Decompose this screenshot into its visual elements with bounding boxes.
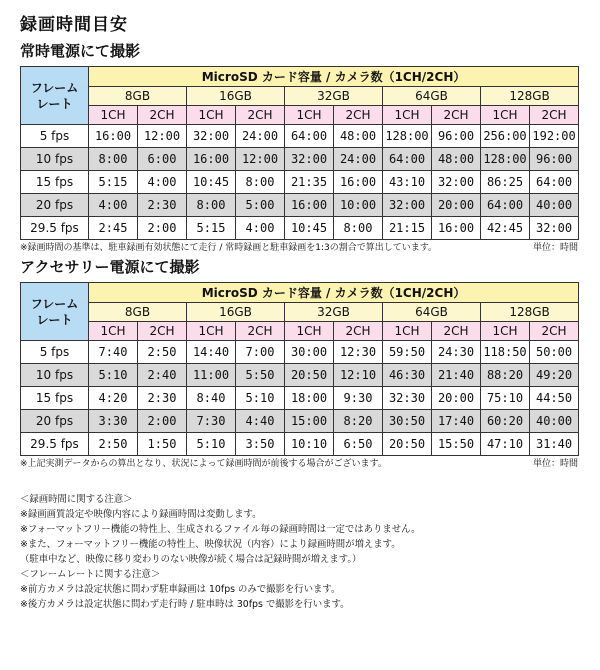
channel-header: 2CH <box>138 106 187 125</box>
time-cell: 24:30 <box>432 341 481 364</box>
time-cell: 7:00 <box>236 341 285 364</box>
time-cell: 2:50 <box>89 433 138 456</box>
time-cell: 5:15 <box>187 217 236 240</box>
time-cell: 12:30 <box>334 341 383 364</box>
time-cell: 5:50 <box>236 364 285 387</box>
time-cell: 42:45 <box>481 217 530 240</box>
channel-header: 2CH <box>432 322 481 341</box>
time-cell: 12:00 <box>138 125 187 148</box>
table-row <box>21 410 579 433</box>
channel-header: 2CH <box>236 106 285 125</box>
time-cell: 10:00 <box>334 194 383 217</box>
time-cell: 47:10 <box>481 433 530 456</box>
fps-cell: 15 fps <box>21 171 89 194</box>
frame-rate-header: フレーム レート <box>21 283 89 341</box>
time-cell: 49:20 <box>530 364 579 387</box>
unit-label: 単位：時間 <box>532 459 578 469</box>
time-cell: 8:00 <box>236 171 285 194</box>
time-cell: 2:00 <box>138 217 187 240</box>
time-cell: 32:00 <box>432 171 481 194</box>
size-header: 128GB <box>481 303 579 322</box>
note-line: ※また、フォーマットフリー機能の特性上、映像状況（内容）により録画時間が増えます。 <box>20 539 401 550</box>
fps-cell: 5 fps <box>21 125 89 148</box>
time-cell: 2:30 <box>138 387 187 410</box>
table-note-row <box>20 456 578 472</box>
header-row <box>21 67 579 87</box>
time-cell: 64:00 <box>383 148 432 171</box>
table-row <box>21 148 579 171</box>
time-cell: 30:00 <box>285 341 334 364</box>
time-cell: 20:00 <box>432 194 481 217</box>
size-header: 16GB <box>187 303 285 322</box>
time-cell: 12:00 <box>236 148 285 171</box>
size-row <box>21 303 579 322</box>
time-cell: 15:00 <box>285 410 334 433</box>
time-cell: 6:00 <box>138 148 187 171</box>
table-row <box>21 364 579 387</box>
time-cell: 21:35 <box>285 171 334 194</box>
table-row <box>21 387 579 410</box>
time-cell: 88:20 <box>481 364 530 387</box>
time-cell: 4:20 <box>89 387 138 410</box>
time-cell: 7:40 <box>89 341 138 364</box>
time-cell: 192:00 <box>530 125 579 148</box>
time-cell: 20:50 <box>383 433 432 456</box>
fps-cell: 10 fps <box>21 148 89 171</box>
time-cell: 40:00 <box>530 194 579 217</box>
time-cell: 10:45 <box>285 217 334 240</box>
channel-row <box>21 106 579 125</box>
channel-header: 1CH <box>285 322 334 341</box>
tables-container <box>20 40 584 472</box>
time-cell: 96:00 <box>432 125 481 148</box>
channel-header: 2CH <box>236 322 285 341</box>
recording-table <box>20 282 579 456</box>
recording-table <box>20 66 579 240</box>
channel-header: 1CH <box>383 106 432 125</box>
time-cell: 30:50 <box>383 410 432 433</box>
time-cell: 1:50 <box>138 433 187 456</box>
time-cell: 256:00 <box>481 125 530 148</box>
time-cell: 12:10 <box>334 364 383 387</box>
note-line: ※録画画質設定や映像内容により録画時間は変動します。 <box>20 509 262 520</box>
time-cell: 32:00 <box>383 194 432 217</box>
time-cell: 24:00 <box>236 125 285 148</box>
channel-header: 2CH <box>334 322 383 341</box>
time-cell: 46:30 <box>383 364 432 387</box>
time-cell: 8:40 <box>187 387 236 410</box>
size-header: 8GB <box>89 87 187 106</box>
time-cell: 59:50 <box>383 341 432 364</box>
header-row <box>21 283 579 303</box>
table-note: ※録画時間の基準は、駐車録画有効状態にて走行 / 常時録画と駐車録画を1:3の割合で算出しています。 <box>20 243 438 253</box>
time-cell: 128:00 <box>383 125 432 148</box>
size-header: 16GB <box>187 87 285 106</box>
table-note-row <box>20 240 578 256</box>
time-cell: 21:40 <box>432 364 481 387</box>
time-cell: 2:40 <box>138 364 187 387</box>
size-header: 128GB <box>481 87 579 106</box>
notes-section <box>20 492 584 612</box>
time-cell: 64:00 <box>285 125 334 148</box>
channel-header: 2CH <box>530 106 579 125</box>
note-line: ※前方カメラは設定状態に問わず駐車録画は 10fps のみで撮影を行います。 <box>20 584 341 595</box>
time-cell: 5:10 <box>187 433 236 456</box>
time-cell: 8:20 <box>334 410 383 433</box>
channel-row <box>21 322 579 341</box>
time-cell: 4:00 <box>138 171 187 194</box>
time-cell: 32:00 <box>187 125 236 148</box>
note-line: ※フォーマットフリー機能の特性上、生成されるファイル毎の録画時間は一定ではありません。 <box>20 524 421 535</box>
table-row <box>21 217 579 240</box>
time-cell: 4:00 <box>236 217 285 240</box>
time-cell: 20:50 <box>285 364 334 387</box>
time-cell: 2:00 <box>138 410 187 433</box>
channel-header: 2CH <box>530 322 579 341</box>
channel-header: 1CH <box>89 322 138 341</box>
time-cell: 128:00 <box>481 148 530 171</box>
section-heading: アクセサリー電源にて撮影 <box>20 258 200 276</box>
time-cell: 4:40 <box>236 410 285 433</box>
time-cell: 10:10 <box>285 433 334 456</box>
time-cell: 32:00 <box>285 148 334 171</box>
time-cell: 31:40 <box>530 433 579 456</box>
fps-cell: 20 fps <box>21 194 89 217</box>
channel-header: 1CH <box>187 322 236 341</box>
time-cell: 3:50 <box>236 433 285 456</box>
time-cell: 8:00 <box>334 217 383 240</box>
time-cell: 3:30 <box>89 410 138 433</box>
time-cell: 2:50 <box>138 341 187 364</box>
note-line: ＜フレームレートに関する注意＞ <box>20 569 161 580</box>
table-row <box>21 125 579 148</box>
time-cell: 48:00 <box>432 148 481 171</box>
time-cell: 18:00 <box>285 387 334 410</box>
time-cell: 21:15 <box>383 217 432 240</box>
fps-cell: 29.5 fps <box>21 433 89 456</box>
time-cell: 64:00 <box>530 171 579 194</box>
fps-cell: 10 fps <box>21 364 89 387</box>
channel-header: 1CH <box>481 106 530 125</box>
time-cell: 60:20 <box>481 410 530 433</box>
frame-rate-header: フレーム レート <box>21 67 89 125</box>
time-cell: 15:50 <box>432 433 481 456</box>
time-cell: 5:00 <box>236 194 285 217</box>
time-cell: 16:00 <box>432 217 481 240</box>
channel-header: 1CH <box>481 322 530 341</box>
size-header: 32GB <box>285 87 383 106</box>
fps-cell: 20 fps <box>21 410 89 433</box>
time-cell: 16:00 <box>89 125 138 148</box>
channel-header: 1CH <box>187 106 236 125</box>
size-header: 64GB <box>383 303 481 322</box>
table-note: ※上記実測データからの算出となり、状況によって録画時間が前後する場合がございます。 <box>20 459 387 469</box>
time-cell: 2:30 <box>138 194 187 217</box>
table-row <box>21 341 579 364</box>
time-cell: 11:00 <box>187 364 236 387</box>
time-cell: 20:00 <box>432 387 481 410</box>
time-cell: 50:00 <box>530 341 579 364</box>
time-cell: 17:40 <box>432 410 481 433</box>
time-cell: 2:45 <box>89 217 138 240</box>
channel-header: 1CH <box>285 106 334 125</box>
channel-header: 1CH <box>89 106 138 125</box>
time-cell: 32:00 <box>530 217 579 240</box>
time-cell: 16:00 <box>334 171 383 194</box>
size-row <box>21 87 579 106</box>
time-cell: 9:30 <box>334 387 383 410</box>
size-header: 8GB <box>89 303 187 322</box>
time-cell: 48:00 <box>334 125 383 148</box>
time-cell: 32:30 <box>383 387 432 410</box>
time-cell: 16:00 <box>285 194 334 217</box>
time-cell: 8:00 <box>187 194 236 217</box>
time-cell: 5:10 <box>89 364 138 387</box>
time-cell: 4:00 <box>89 194 138 217</box>
note-line: ※後方カメラは設定状態に問わず走行時 / 駐車時は 30fps で撮影を行います。 <box>20 599 350 610</box>
note-line: ＜録画時間に関する注意＞ <box>20 494 133 505</box>
capacity-header: MicroSD カード容量 / カメラ数（1CH/2CH） <box>89 283 579 303</box>
time-cell: 43:10 <box>383 171 432 194</box>
time-cell: 64:00 <box>481 194 530 217</box>
size-header: 32GB <box>285 303 383 322</box>
section-heading: 常時電源にて撮影 <box>20 42 141 60</box>
unit-label: 単位：時間 <box>532 243 578 253</box>
table-row <box>21 171 579 194</box>
fps-cell: 29.5 fps <box>21 217 89 240</box>
channel-header: 1CH <box>383 322 432 341</box>
time-cell: 118:50 <box>481 341 530 364</box>
channel-header: 2CH <box>432 106 481 125</box>
time-cell: 5:10 <box>236 387 285 410</box>
time-cell: 44:50 <box>530 387 579 410</box>
time-cell: 24:00 <box>334 148 383 171</box>
time-cell: 16:00 <box>187 148 236 171</box>
page-title: 録画時間目安 <box>20 15 128 35</box>
table-row <box>21 194 579 217</box>
time-cell: 86:25 <box>481 171 530 194</box>
time-cell: 7:30 <box>187 410 236 433</box>
time-cell: 5:15 <box>89 171 138 194</box>
table-row <box>21 433 579 456</box>
time-cell: 75:10 <box>481 387 530 410</box>
time-cell: 8:00 <box>89 148 138 171</box>
fps-cell: 5 fps <box>21 341 89 364</box>
time-cell: 14:40 <box>187 341 236 364</box>
note-line: （駐車中など、映像に移り変わりのない映像が続く場合は記録時間が増えます。） <box>20 554 362 565</box>
capacity-header: MicroSD カード容量 / カメラ数（1CH/2CH） <box>89 67 579 87</box>
fps-cell: 15 fps <box>21 387 89 410</box>
size-header: 64GB <box>383 87 481 106</box>
time-cell: 96:00 <box>530 148 579 171</box>
time-cell: 10:45 <box>187 171 236 194</box>
time-cell: 40:00 <box>530 410 579 433</box>
time-cell: 6:50 <box>334 433 383 456</box>
channel-header: 2CH <box>138 322 187 341</box>
channel-header: 2CH <box>334 106 383 125</box>
